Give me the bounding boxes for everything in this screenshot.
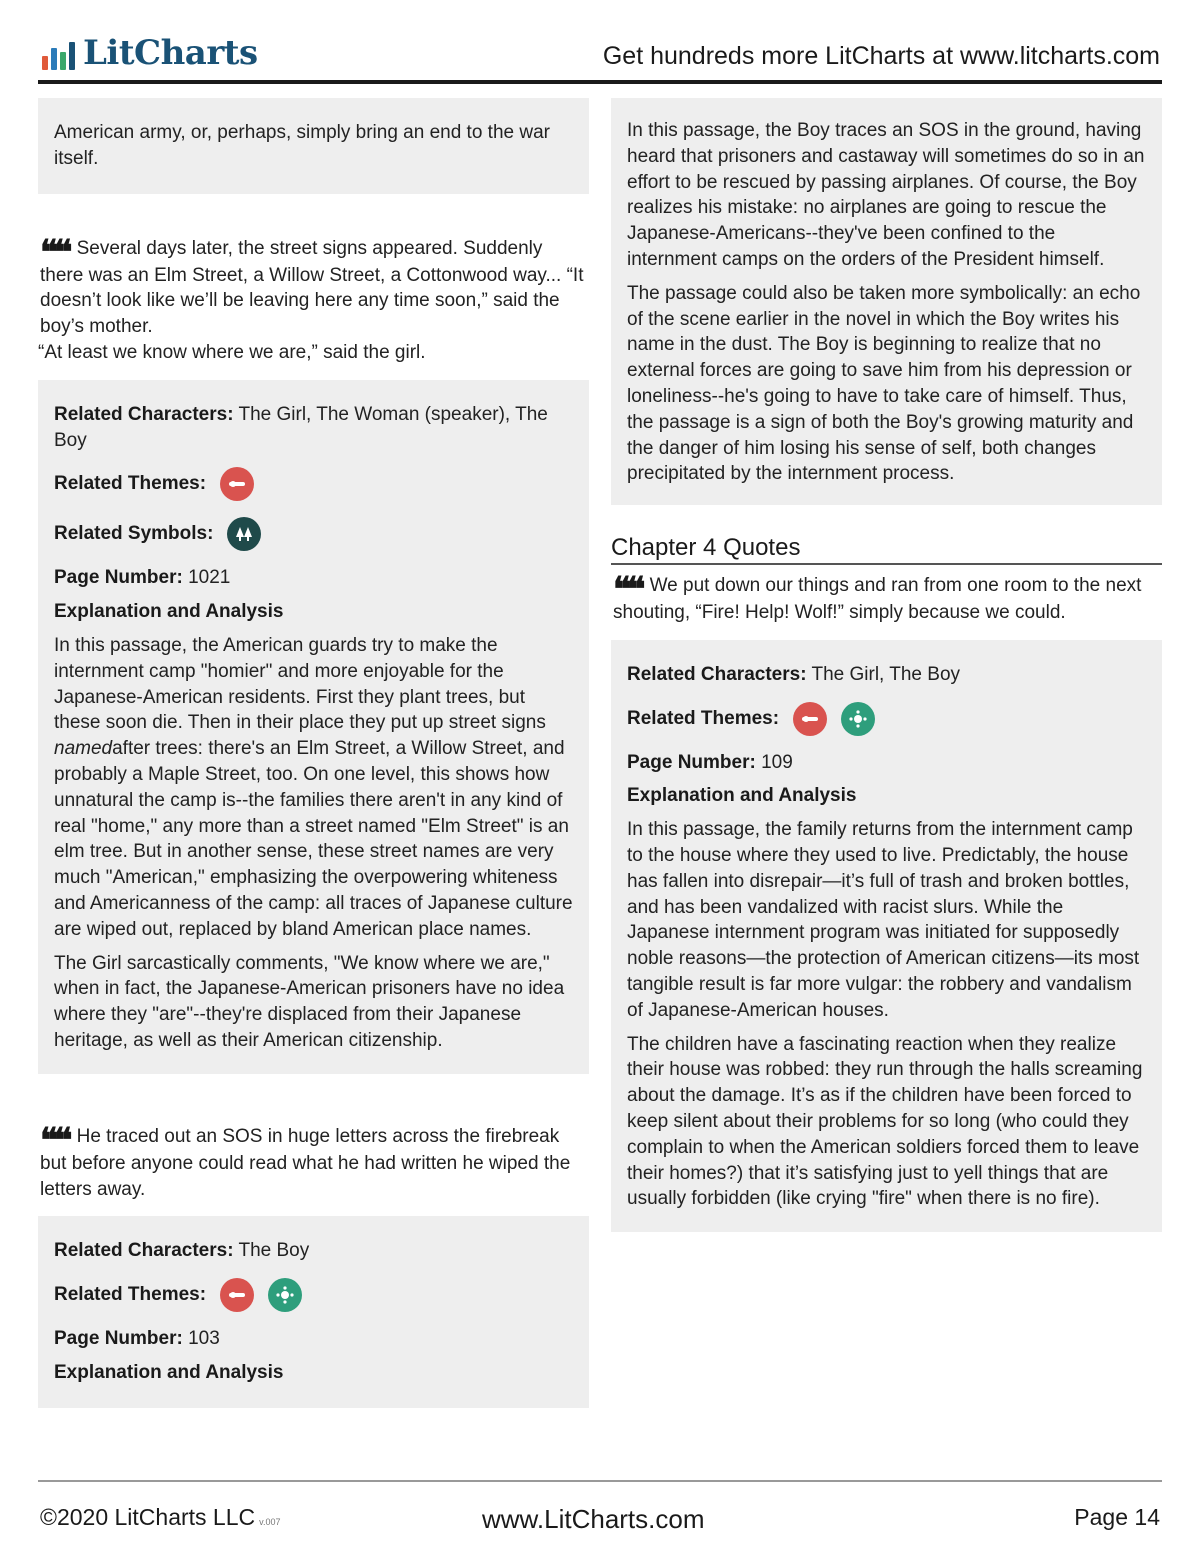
quote-icon: ❝❝ [613,569,642,610]
footer-site-link[interactable]: www.LitCharts.com [482,1504,705,1534]
related-characters [627,662,1146,688]
theme-icon-red[interactable] [793,702,827,736]
right-column [611,98,1162,1232]
explanation-title: Explanation and Analysis [54,1361,284,1383]
theme-icon-green[interactable] [841,702,875,736]
page-footer [38,1480,1162,1534]
related-themes-label: Related Themes: [627,707,780,729]
quote-text: We put down our things and ran from one room to the next shouting, “Fire! Help! Wolf!” simply because we could. [613,574,1142,623]
related-characters-label: Related Characters: [54,1240,234,1262]
quote-details-box [38,1216,589,1407]
chapter-heading: Chapter 4 Quotes [611,535,1162,565]
footer-copyright: ©2020 LitCharts LLC v.007 [40,1504,281,1530]
theme-icon-green[interactable] [268,1278,302,1312]
litcharts-logo[interactable] [42,33,258,73]
quote-icon: ❝❝ [40,232,69,273]
explanation-paragraph: In this passage, the Boy traces an SOS in the ground, having heard that prisoners and castaway will sometimes do so in an effort to be rescued by passing airplanes. Of course, the Boy realizes his mistake: no airplanes are going to rescue the Japanese-Americans--they've been confined to the internment camps on the orders of the President himself. [627,120,1145,270]
related-themes [54,467,573,501]
logo-bars-icon [42,40,75,70]
related-characters [54,402,573,454]
page-number-label: Page Number: [627,751,756,773]
footer-version: v.007 [259,1517,281,1527]
page-header [38,30,1162,84]
related-characters-value: The Boy [238,1240,310,1262]
page-number [54,565,573,591]
related-characters-label: Related Characters: [54,403,234,425]
explanation-paragraph: The Girl sarcastically comments, "We know where we are," when in fact, the Japanese-American prisoners have no idea where they "are"--they're displaced from their Japanese heritage, as well as their American citizenship. [54,952,565,1051]
explanation-title: Explanation and Analysis [54,601,284,623]
related-symbols [54,517,573,551]
analysis-box-continued [611,98,1162,505]
related-characters-label: Related Characters: [627,663,807,685]
page-number-value: 1021 [188,567,231,589]
trees-icon[interactable] [227,517,261,551]
related-themes [54,1278,573,1312]
emphasis-text: named [54,738,113,760]
quote-block [38,232,589,366]
page-number-value: 109 [761,751,793,773]
quote-details-box [38,380,589,1074]
quote-text: Several days later, the street signs appeared. Suddenly there was an Elm Street, a Willow Street, a Cottonwood way... “It doesn’t look like we’ll be leaving here any time soon,” said the boy’s mother. [40,237,584,338]
related-symbols-label: Related Symbols: [54,523,214,545]
page-number [627,750,1146,776]
quote-text-continued: “At least we know where we are,” said the girl. [38,341,426,363]
related-characters [54,1238,573,1264]
header-tagline[interactable]: Get hundreds more LitCharts at www.litcharts.com [602,42,1160,70]
related-themes-label: Related Themes: [54,1284,207,1306]
related-themes [627,702,1146,736]
logo-text: LitCharts [83,33,258,73]
page-number-label: Page Number: [54,567,183,589]
page-number-value: 103 [188,1328,220,1350]
quote-block [611,569,1162,626]
explanation-paragraph: The children have a fascinating reaction when they realize their house was robbed: they run through the halls screaming about the damage. It’s as if the children have been forced to keep silent about their problems for so long (who could they complain to when the American soldiers forced them to leave their homes?) that it’s satisfying just to yell things that are usually forbidden (like crying "fire" when there is no fire). [627,1033,1143,1210]
left-column [38,98,589,1408]
page-number [54,1326,573,1352]
quote-details-box [611,640,1162,1232]
related-characters-value: The Girl, The Boy [811,663,961,685]
theme-icon-red[interactable] [220,467,254,501]
theme-icon-red[interactable] [220,1278,254,1312]
related-themes-label: Related Themes: [54,473,207,495]
explanation-paragraph: In this passage, the American guards try to make the internment camp "homier" and more enjoyable for the Japanese-American residents. First they plant trees, but these soon die. Then in their place they put up street signs namedafter trees: there's an Elm Street, a Willow Street, and probably a Maple Street, too. On one level, this shows how unnatural the camp is--the families there aren't in any kind of real "home," any more than a street named "Elm Street" is an elm tree. But in another sense, these street names are very much "American," emphasizing the overpowering whiteness and Americanness of the camp: all traces of Japanese culture are wiped out, replaced by bland American place names. [54,634,573,940]
quote-text: He traced out an SOS in huge letters across the firebreak but before anyone could read what he had written he wiped the letters away. [40,1125,571,1200]
continued-text: American army, or, perhaps, simply bring an end to the war itself. [54,122,550,169]
explanation-title: Explanation and Analysis [627,785,857,807]
explanation-paragraph: The passage could also be taken more symbolically: an echo of the scene earlier in the novel in which the Boy writes his name in the dust. The Boy is beginning to realize that no external forces are going to save him from his depression or loneliness--he's going to have to take care of himself. Thus, the passage is a sign of both the Boy's growing maturity and the danger of him losing his sense of self, both changes precipitated by the internment process. [627,282,1141,485]
quote-block [38,1120,589,1203]
page-number-label: Page Number: [54,1328,183,1350]
analysis-box-continued [38,98,589,194]
related-characters-value: The Girl, The Woman (speaker), The Boy [54,403,548,451]
explanation-paragraph: In this passage, the family returns from the internment camp to the house where they used to live. Predictably, the house has fallen into disrepair—it’s full of trash and broken bottles, and has been vandalized with racist slurs. While the Japanese internment program was initiated for supposedly noble reasons—the protection of American citizens—its most tangible result is far more vulgar: the robbery and vandalism of Japanese-American houses. [627,819,1140,1021]
quote-icon: ❝❝ [40,1120,69,1161]
footer-page-number: Page 14 [1074,1504,1160,1530]
